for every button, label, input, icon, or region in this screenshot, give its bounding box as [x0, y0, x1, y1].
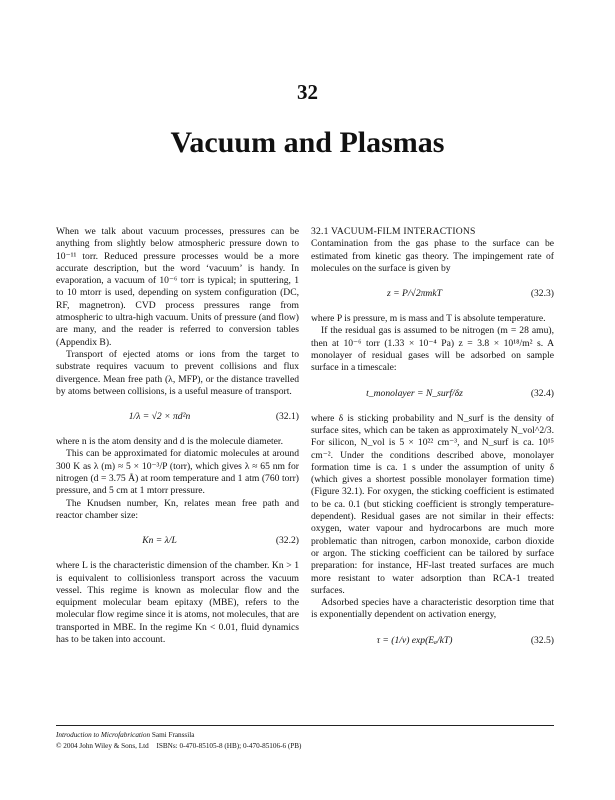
equation-number: (32.3) — [530, 288, 554, 300]
equation-number: (32.2) — [275, 535, 299, 547]
equation-number: (32.4) — [530, 387, 554, 399]
equation-number: (32.1) — [275, 411, 299, 422]
isbn: ISBNs: 0-470-85105-8 (HB); 0-470-85106-6 (PB) — [156, 742, 302, 750]
right-column — [311, 226, 554, 660]
copyright: © 2004 John Wiley & Sons, Ltd — [56, 742, 149, 750]
section-heading: 32.1 VACUUM-FILM INTERACTIONS — [311, 226, 476, 237]
equation-32-3 — [311, 283, 554, 305]
left-column — [56, 226, 299, 646]
paragraph: where n is the atom density and d is the molecule diameter. — [56, 436, 283, 448]
paragraph: Adsorbed species have a characteristic desorption time that is exponentially dependent on activation energy, — [311, 597, 554, 621]
paragraph: When we talk about vacuum processes, pressures can be anything from slightly below atmospheric pressure down to 10⁻¹¹ torr. Reduced pressure processes would be a more accurate description, but the word ‘vacuum’ is handy. In evaporation, a vacuum of 10⁻⁶ torr is typical; in sputtering, 1 to 10 mtorr is used, depending on system configuration (DC, RF, magnetron). CVD process pressures range from atmospheric to ultra-high vacuum. Units of pressure (and flow) are many, and the reader is referred to conversion tables (Appendix B). — [56, 226, 299, 348]
paragraph: Transport of ejected atoms or ions from the target to substrate requires vacuum to prevent collisions and flux divergence. Mean free path (λ, MFP), or the distance travelled by atoms between collisions, is a useful measure of transport. — [56, 348, 299, 397]
paragraph: The Knudsen number, Kn, relates mean free path and reactor chamber size: — [56, 497, 299, 521]
paragraph: This can be approximated for diatomic molecules at around 300 K as λ (m) ≈ 5 × 10⁻³/P (torr), which gives λ ≈ 65 nm for nitrogen (d = 3.75 Å) at room temperature and 1 atm (760 torr) pressure, and 5 cm at 1 mtorr pressure. — [56, 448, 299, 497]
equation-32-2 — [56, 530, 299, 552]
paragraph: Contamination from the gas phase to the surface can be estimated from kinetic gas theory. The impingement rate of molecules on the surface is given by — [311, 238, 554, 274]
book-title: Introduction to Microfabrication — [56, 731, 151, 739]
paragraph: If the residual gas is assumed to be nitrogen (m = 28 amu), then at 10⁻⁶ torr (1.33 × 10⁻⁴ Pa) z = 3.8 × 10¹⁸/m² s. A monolayer of residual gases will be adsorbed on sample surface in a timescale: — [311, 325, 554, 374]
chapter-title: Vacuum and Plasmas — [170, 126, 445, 159]
equation-32-1 — [56, 406, 299, 428]
paragraph: where P is pressure, m is mass and T is absolute temperature. — [311, 313, 546, 325]
paragraph: where δ is sticking probability and N_surf is the density of surface sites, which can be taken as approximately N_vol^2/3. For silicon, N_vol is 5 × 10²² cm⁻³, and N_surf is ca. 10¹⁵ cm⁻². Under the conditions described above, monolayer formation time is ca. 1 s under the assumption of unity δ (which gives a shortest possible monolayer formation time) (Figure 32.1). For oxygen, the sticking coefficient is estimated to be ca. 0.1 (but sticking coefficient is strongly temperature-dependent). Residual gases are not similar in their effects: oxygen, water vapour and hydrocarbons are much more problematic than nitrogen, carbon monoxide, carbon dioxide or argon. The sticking coefficient can be tailored by surface preparation: for instance, HF-last treated surfaces are much more resistant to water adsorption than RCA-1 treated surfaces. — [311, 412, 554, 596]
equation-body: z = P/√2πmkT — [387, 288, 442, 300]
equation-body: t_monolayer = N_surf/δz — [366, 387, 463, 399]
equation-body: Kn = λ/L — [142, 535, 177, 547]
equation-32-5 — [311, 630, 554, 652]
equation-32-4 — [311, 383, 554, 405]
footer — [56, 730, 554, 752]
equation-body: τ = (1/ν) exp(Eₐ/kT) — [376, 634, 453, 646]
author: Sami Franssila — [151, 731, 195, 739]
equation-body: 1/λ = √2 × πd²n — [128, 411, 191, 422]
paragraph: where L is the characteristic dimension of the chamber. Kn > 1 is equivalent to collisionless transport across the vacuum vessel. This regime is known as molecular flow and the equipment molecular beam epitaxy (MBE), refers to the molecular flow regime since it is atoms, not molecules, that are transported in MBE. In the regime Kn < 0.01, fluid dynamics has to be taken into account. — [56, 560, 299, 646]
footer-divider — [56, 725, 554, 726]
chapter-number: 32 — [297, 80, 318, 104]
footer-line-1 — [56, 730, 554, 741]
footer-line-2 — [56, 741, 554, 752]
equation-number: (32.5) — [530, 634, 554, 646]
